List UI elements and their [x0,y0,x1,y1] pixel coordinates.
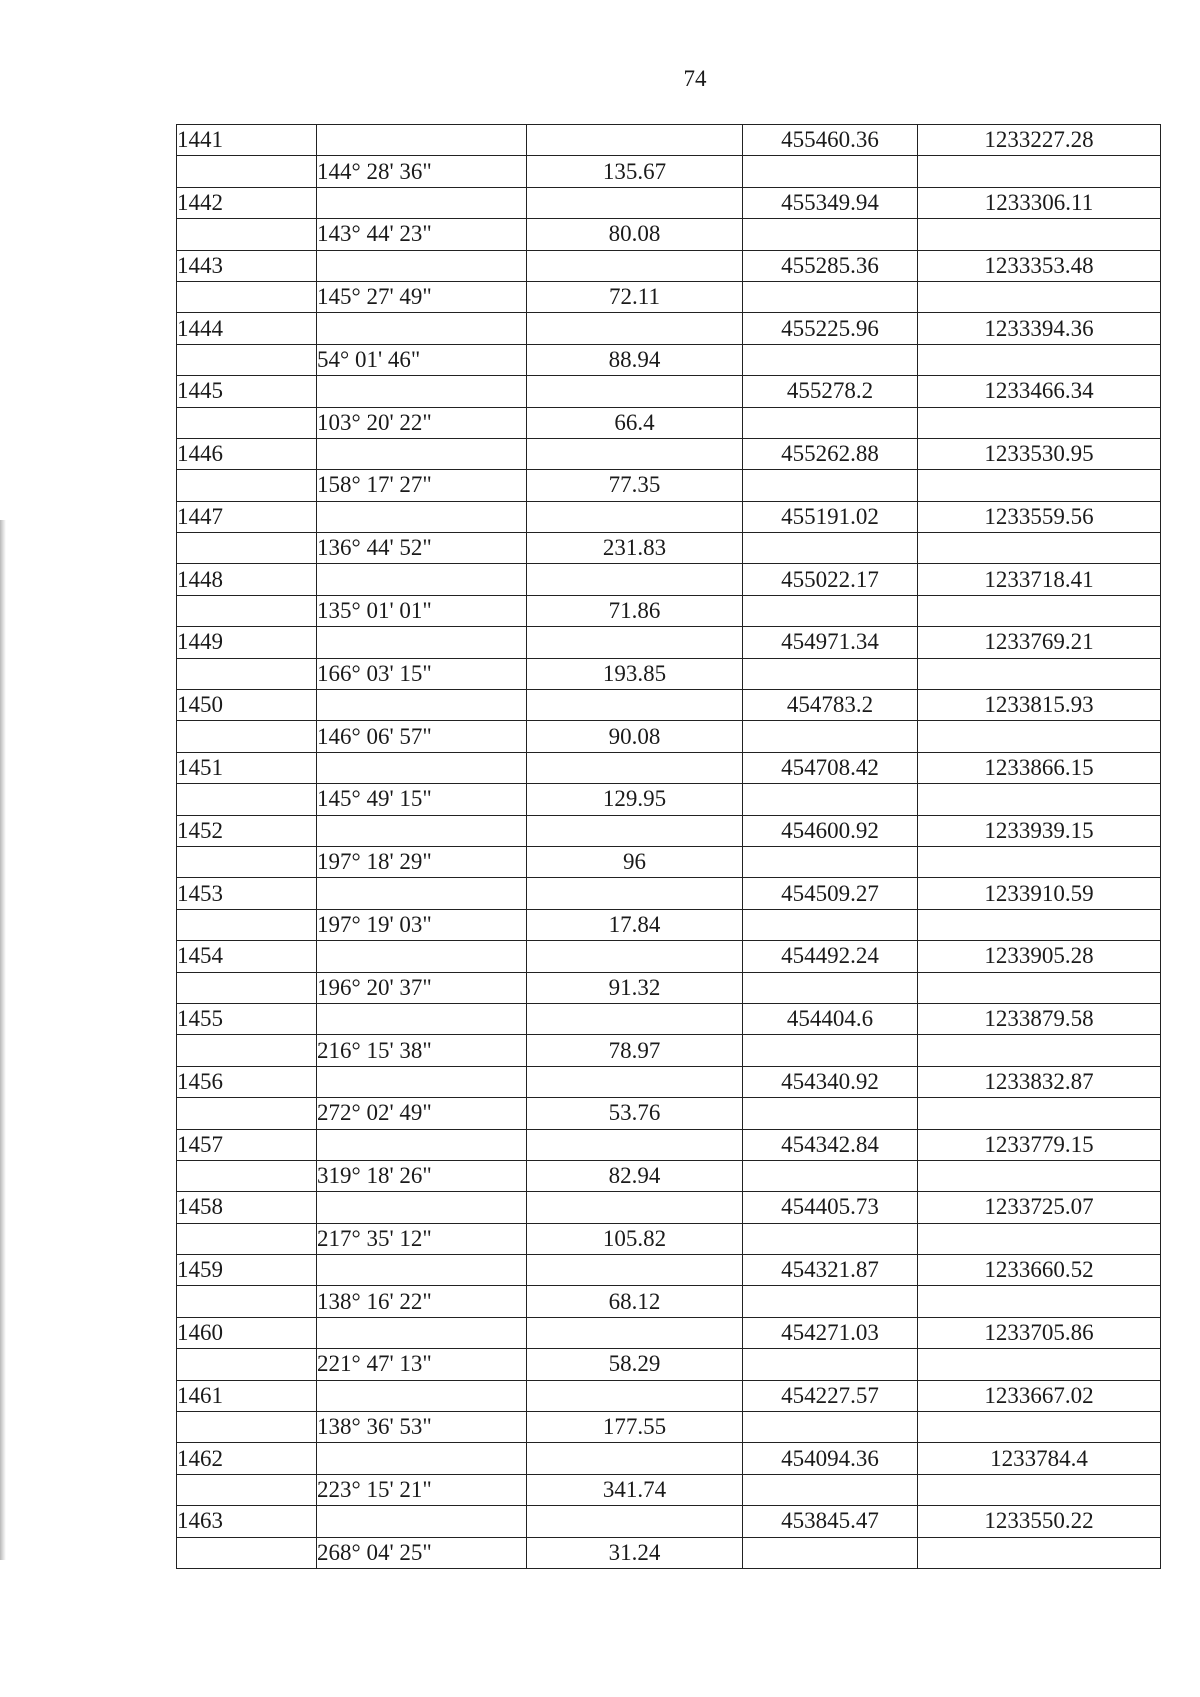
empty-cell [527,564,743,595]
point-id-cell: 1447 [177,501,317,532]
distance-cell: 193.85 [527,658,743,689]
empty-cell [527,1443,743,1474]
point-id-cell: 1451 [177,752,317,783]
y-coordinate-cell: 1233784.4 [918,1443,1161,1474]
x-coordinate-cell: 454492.24 [743,941,918,972]
leg-row [177,281,1161,312]
bearing-cell: 221° 47' 13" [317,1349,527,1380]
bearing-cell: 135° 01' 01" [317,595,527,626]
empty-cell [177,1412,317,1443]
x-coordinate-cell: 454708.42 [743,752,918,783]
y-coordinate-cell: 1233466.34 [918,376,1161,407]
empty-cell [918,658,1161,689]
empty-cell [918,721,1161,752]
point-row [177,1192,1161,1223]
empty-cell [317,627,527,658]
point-id-cell: 1450 [177,690,317,721]
leg-row [177,1035,1161,1066]
point-row [177,1443,1161,1474]
leg-row [177,1286,1161,1317]
point-id-cell: 1457 [177,1129,317,1160]
x-coordinate-cell: 455022.17 [743,564,918,595]
empty-cell [177,1098,317,1129]
point-row [177,1317,1161,1348]
empty-cell [317,1506,527,1537]
point-id-cell: 1460 [177,1317,317,1348]
y-coordinate-cell: 1233550.22 [918,1506,1161,1537]
bearing-cell: 54° 01' 46" [317,344,527,375]
empty-cell [177,1349,317,1380]
point-row [177,627,1161,658]
point-id-cell: 1452 [177,815,317,846]
empty-cell [177,533,317,564]
empty-cell [317,1066,527,1097]
bearing-cell: 144° 28' 36" [317,156,527,187]
empty-cell [177,281,317,312]
empty-cell [918,1035,1161,1066]
point-row [177,878,1161,909]
point-row [177,941,1161,972]
empty-cell [743,595,918,626]
empty-cell [317,125,527,156]
bearing-cell: 197° 18' 29" [317,846,527,877]
empty-cell [918,533,1161,564]
empty-cell [743,846,918,877]
distance-cell: 105.82 [527,1223,743,1254]
y-coordinate-cell: 1233879.58 [918,1003,1161,1034]
point-id-cell: 1454 [177,941,317,972]
empty-cell [317,1255,527,1286]
empty-cell [527,187,743,218]
point-row [177,1506,1161,1537]
bearing-cell: 196° 20' 37" [317,972,527,1003]
bearing-cell: 158° 17' 27" [317,470,527,501]
empty-cell [177,219,317,250]
empty-cell [317,564,527,595]
empty-cell [317,941,527,972]
distance-cell: 135.67 [527,156,743,187]
x-coordinate-cell: 454783.2 [743,690,918,721]
empty-cell [177,1537,317,1568]
empty-cell [743,533,918,564]
empty-cell [743,784,918,815]
point-row [177,313,1161,344]
x-coordinate-cell: 455285.36 [743,250,918,281]
empty-cell [177,972,317,1003]
x-coordinate-cell: 455225.96 [743,313,918,344]
empty-cell [317,438,527,469]
x-coordinate-cell: 454509.27 [743,878,918,909]
distance-cell: 68.12 [527,1286,743,1317]
empty-cell [317,815,527,846]
empty-cell [743,1286,918,1317]
point-row [177,250,1161,281]
bearing-cell: 223° 15' 21" [317,1474,527,1505]
distance-cell: 77.35 [527,470,743,501]
empty-cell [527,501,743,532]
empty-cell [918,156,1161,187]
empty-cell [527,1003,743,1034]
distance-cell: 88.94 [527,344,743,375]
point-id-cell: 1448 [177,564,317,595]
x-coordinate-cell: 454600.92 [743,815,918,846]
empty-cell [177,595,317,626]
distance-cell: 58.29 [527,1349,743,1380]
point-row [177,815,1161,846]
point-row [177,501,1161,532]
distance-cell: 31.24 [527,1537,743,1568]
leg-row [177,1412,1161,1443]
leg-row [177,595,1161,626]
coordinates-table-body [177,125,1161,1569]
empty-cell [317,752,527,783]
point-row [177,1066,1161,1097]
y-coordinate-cell: 1233769.21 [918,627,1161,658]
empty-cell [918,1098,1161,1129]
leg-row [177,784,1161,815]
empty-cell [317,501,527,532]
empty-cell [918,846,1161,877]
x-coordinate-cell: 454342.84 [743,1129,918,1160]
distance-cell: 177.55 [527,1412,743,1443]
point-id-cell: 1463 [177,1506,317,1537]
bearing-cell: 268° 04' 25" [317,1537,527,1568]
empty-cell [918,219,1161,250]
y-coordinate-cell: 1233660.52 [918,1255,1161,1286]
distance-cell: 231.83 [527,533,743,564]
y-coordinate-cell: 1233306.11 [918,187,1161,218]
empty-cell [743,407,918,438]
y-coordinate-cell: 1233779.15 [918,1129,1161,1160]
empty-cell [177,909,317,940]
scan-edge-shadow [0,520,6,1560]
distance-cell: 80.08 [527,219,743,250]
empty-cell [527,250,743,281]
empty-cell [743,470,918,501]
empty-cell [918,344,1161,375]
point-row [177,438,1161,469]
empty-cell [743,344,918,375]
empty-cell [743,721,918,752]
empty-cell [177,721,317,752]
empty-cell [317,250,527,281]
empty-cell [527,313,743,344]
empty-cell [918,972,1161,1003]
empty-cell [527,941,743,972]
empty-cell [177,156,317,187]
y-coordinate-cell: 1233559.56 [918,501,1161,532]
empty-cell [177,1035,317,1066]
point-id-cell: 1458 [177,1192,317,1223]
distance-cell: 91.32 [527,972,743,1003]
distance-cell: 66.4 [527,407,743,438]
point-row [177,125,1161,156]
point-row [177,1129,1161,1160]
empty-cell [743,1035,918,1066]
empty-cell [918,1537,1161,1568]
x-coordinate-cell: 454340.92 [743,1066,918,1097]
y-coordinate-cell: 1233725.07 [918,1192,1161,1223]
leg-row [177,1537,1161,1568]
bearing-cell: 136° 44' 52" [317,533,527,564]
empty-cell [317,878,527,909]
bearing-cell: 216° 15' 38" [317,1035,527,1066]
x-coordinate-cell: 455349.94 [743,187,918,218]
empty-cell [317,1003,527,1034]
empty-cell [918,1160,1161,1191]
leg-row [177,156,1161,187]
point-id-cell: 1445 [177,376,317,407]
point-id-cell: 1449 [177,627,317,658]
leg-row [177,533,1161,564]
empty-cell [527,1317,743,1348]
empty-cell [317,690,527,721]
empty-cell [918,784,1161,815]
empty-cell [317,1380,527,1411]
leg-row [177,1474,1161,1505]
empty-cell [177,470,317,501]
point-id-cell: 1455 [177,1003,317,1034]
empty-cell [177,344,317,375]
bearing-cell: 217° 35' 12" [317,1223,527,1254]
empty-cell [743,1223,918,1254]
empty-cell [918,1474,1161,1505]
empty-cell [527,627,743,658]
empty-cell [177,407,317,438]
leg-row [177,219,1161,250]
distance-cell: 71.86 [527,595,743,626]
y-coordinate-cell: 1233227.28 [918,125,1161,156]
empty-cell [317,187,527,218]
bearing-cell: 272° 02' 49" [317,1098,527,1129]
distance-cell: 96 [527,846,743,877]
leg-row [177,344,1161,375]
leg-row [177,909,1161,940]
point-id-cell: 1453 [177,878,317,909]
empty-cell [918,1286,1161,1317]
empty-cell [918,1349,1161,1380]
empty-cell [177,1474,317,1505]
point-id-cell: 1446 [177,438,317,469]
distance-cell: 341.74 [527,1474,743,1505]
empty-cell [317,1192,527,1223]
point-row [177,752,1161,783]
point-row [177,187,1161,218]
leg-row [177,1098,1161,1129]
bearing-cell: 143° 44' 23" [317,219,527,250]
distance-cell: 72.11 [527,281,743,312]
empty-cell [918,1223,1161,1254]
bearing-cell: 197° 19' 03" [317,909,527,940]
empty-cell [317,1443,527,1474]
x-coordinate-cell: 455262.88 [743,438,918,469]
point-row [177,1003,1161,1034]
empty-cell [527,1192,743,1223]
point-row [177,1255,1161,1286]
empty-cell [743,1349,918,1380]
x-coordinate-cell: 454321.87 [743,1255,918,1286]
empty-cell [527,1129,743,1160]
bearing-cell: 145° 27' 49" [317,281,527,312]
empty-cell [918,470,1161,501]
distance-cell: 129.95 [527,784,743,815]
point-id-cell: 1444 [177,313,317,344]
bearing-cell: 146° 06' 57" [317,721,527,752]
empty-cell [177,846,317,877]
x-coordinate-cell: 454094.36 [743,1443,918,1474]
y-coordinate-cell: 1233530.95 [918,438,1161,469]
y-coordinate-cell: 1233905.28 [918,941,1161,972]
y-coordinate-cell: 1233705.86 [918,1317,1161,1348]
empty-cell [743,1537,918,1568]
empty-cell [918,1412,1161,1443]
empty-cell [527,125,743,156]
empty-cell [743,972,918,1003]
y-coordinate-cell: 1233394.36 [918,313,1161,344]
empty-cell [177,658,317,689]
leg-row [177,1160,1161,1191]
bearing-cell: 138° 36' 53" [317,1412,527,1443]
distance-cell: 53.76 [527,1098,743,1129]
leg-row [177,1349,1161,1380]
point-row [177,376,1161,407]
empty-cell [527,752,743,783]
distance-cell: 17.84 [527,909,743,940]
empty-cell [527,1506,743,1537]
distance-cell: 90.08 [527,721,743,752]
leg-row [177,470,1161,501]
distance-cell: 82.94 [527,1160,743,1191]
x-coordinate-cell: 454404.6 [743,1003,918,1034]
point-id-cell: 1441 [177,125,317,156]
leg-row [177,1223,1161,1254]
y-coordinate-cell: 1233910.59 [918,878,1161,909]
empty-cell [918,281,1161,312]
coordinates-table [176,124,1161,1569]
bearing-cell: 138° 16' 22" [317,1286,527,1317]
point-id-cell: 1462 [177,1443,317,1474]
leg-row [177,721,1161,752]
point-id-cell: 1456 [177,1066,317,1097]
y-coordinate-cell: 1233815.93 [918,690,1161,721]
empty-cell [527,815,743,846]
bearing-cell: 103° 20' 22" [317,407,527,438]
point-id-cell: 1443 [177,250,317,281]
leg-row [177,658,1161,689]
empty-cell [527,878,743,909]
empty-cell [527,1380,743,1411]
empty-cell [918,595,1161,626]
empty-cell [527,438,743,469]
x-coordinate-cell: 454971.34 [743,627,918,658]
point-id-cell: 1442 [177,187,317,218]
y-coordinate-cell: 1233832.87 [918,1066,1161,1097]
empty-cell [527,1066,743,1097]
point-row [177,690,1161,721]
leg-row [177,972,1161,1003]
distance-cell: 78.97 [527,1035,743,1066]
empty-cell [177,1223,317,1254]
bearing-cell: 145° 49' 15" [317,784,527,815]
y-coordinate-cell: 1233718.41 [918,564,1161,595]
x-coordinate-cell: 455460.36 [743,125,918,156]
point-row [177,564,1161,595]
empty-cell [743,1160,918,1191]
x-coordinate-cell: 453845.47 [743,1506,918,1537]
point-id-cell: 1461 [177,1380,317,1411]
x-coordinate-cell: 455278.2 [743,376,918,407]
empty-cell [743,1098,918,1129]
empty-cell [317,313,527,344]
point-row [177,1380,1161,1411]
page-number [0,66,1200,92]
empty-cell [177,1160,317,1191]
empty-cell [527,376,743,407]
bearing-cell: 166° 03' 15" [317,658,527,689]
y-coordinate-cell: 1233667.02 [918,1380,1161,1411]
x-coordinate-cell: 455191.02 [743,501,918,532]
x-coordinate-cell: 454227.57 [743,1380,918,1411]
x-coordinate-cell: 454405.73 [743,1192,918,1223]
empty-cell [743,1412,918,1443]
empty-cell [743,909,918,940]
empty-cell [317,1317,527,1348]
bearing-cell: 319° 18' 26" [317,1160,527,1191]
y-coordinate-cell: 1233939.15 [918,815,1161,846]
empty-cell [527,1255,743,1286]
x-coordinate-cell: 454271.03 [743,1317,918,1348]
empty-cell [743,1474,918,1505]
empty-cell [527,690,743,721]
empty-cell [317,376,527,407]
page-number-text: 74 [683,66,707,91]
empty-cell [918,909,1161,940]
empty-cell [918,407,1161,438]
point-id-cell: 1459 [177,1255,317,1286]
empty-cell [317,1129,527,1160]
y-coordinate-cell: 1233353.48 [918,250,1161,281]
empty-cell [743,156,918,187]
leg-row [177,846,1161,877]
y-coordinate-cell: 1233866.15 [918,752,1161,783]
empty-cell [743,219,918,250]
empty-cell [743,658,918,689]
empty-cell [177,784,317,815]
empty-cell [743,281,918,312]
empty-cell [177,1286,317,1317]
leg-row [177,407,1161,438]
